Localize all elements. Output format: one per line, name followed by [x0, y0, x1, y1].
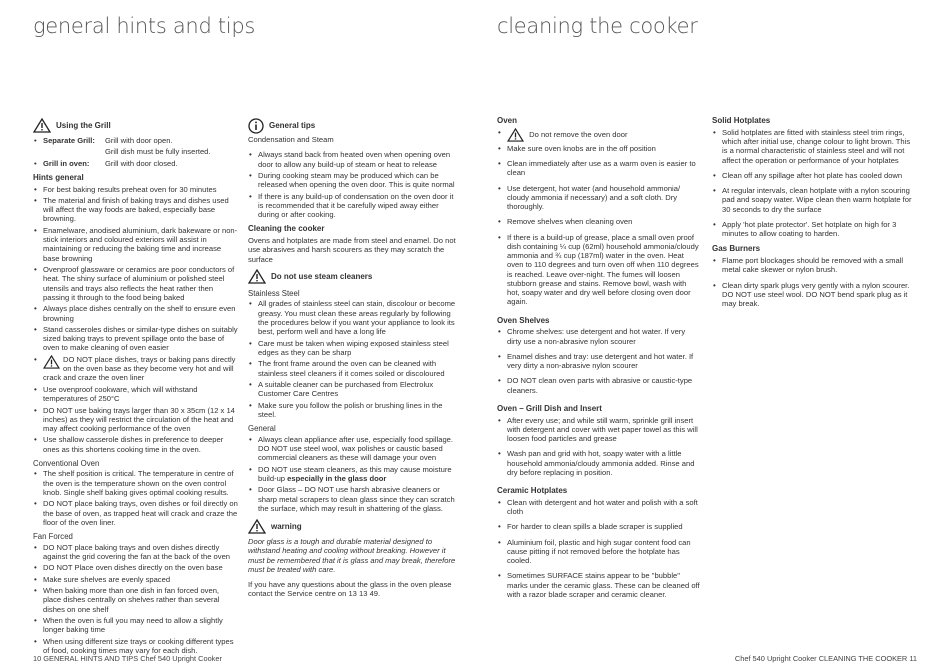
fan-list [33, 543, 238, 656]
list-item: • Use detergent, hot water (and household ammonia/ cloudy ammonia if necessary) and a soft cloth. Dry thoroughly. [497, 184, 701, 212]
general-tips-heading [248, 118, 456, 134]
solid-hotplates-heading: Solid Hotplates [712, 116, 771, 125]
column-hotplates [712, 116, 917, 310]
contact-text: If you have any questions about the glass in the oven please contact the Service centre on 13 13 49. [248, 580, 452, 599]
list-item: • Door Glass – DO NOT use harsh abrasive cleaners or sharp metal scrapers to clean glass since they can scratch the surface, which may result in shattering of the glass. [248, 485, 456, 513]
page-title-right: cleaning the cooker [497, 14, 698, 38]
list-item-steam [248, 465, 456, 484]
footer-right: Chef 540 Upright Cooker CLEANING THE COOKER 11 [734, 653, 917, 663]
list-item: • For harder to clean spills a blade scraper is supplied [497, 522, 701, 531]
list-item: • For best baking results preheat oven for 30 minutes [33, 185, 238, 194]
list-item: • At regular intervals, clean hotplate with a nylon scouring pad and soapy water. Wipe clean then warm hotplate for 30 seconds to dry the surface [712, 186, 917, 214]
conventional-list [33, 469, 238, 527]
grill-in-oven-text: Grill with door closed. [105, 158, 178, 168]
list-item: • During cooking steam may be produced which can be released when opening the oven door. This is quite normal [248, 171, 456, 190]
warning-text: Door glass is a tough and durable material designed to withstand heating and cooling without breaking. However it must be remembered that it is glass and may break, therefore must be treated with care. [248, 537, 456, 574]
list-item: • Use shallow casserole dishes in preference to deeper ones as this shortens cooking time in the oven. [33, 435, 238, 454]
list-item: • After every use; and while still warm, sprinkle grill insert with detergent and cover with wet paper towel as this will loosen food particles and grease [497, 416, 701, 444]
list-item: • Apply 'hot plate protector'. Set hotplate on high for 3 minutes to allow coating to harden. [712, 220, 917, 239]
list-item: • Use ovenproof cookware, which will withstand temperatures of 250°C [33, 385, 238, 404]
grill-in-oven-label: • Grill in oven: [43, 158, 90, 168]
list-item: • When using different size trays or cooking different types of food, cooking times may vary for each dish. [33, 637, 238, 656]
cleaning-heading: Cleaning the cooker [248, 224, 325, 234]
condensation-list [248, 150, 456, 219]
hints-general-heading: Hints general [33, 172, 84, 182]
column-oven [497, 116, 701, 601]
list-item: • Clean with detergent and hot water and polish with a soft cloth [497, 498, 701, 517]
hints-list [33, 185, 238, 454]
cleaning-text: Ovens and hotplates are made from steel and enamel. Do not use abrasives and harsh scourers as they may scratch the surface [248, 236, 456, 264]
list-item: • Enamelware, anodised aluminium, dark bakeware or non-stick interiors and coloured exteriors will assist in maintaining or reducing the baking time and increase base browning [33, 226, 238, 263]
no-steam-label: Do not use steam cleaners [271, 271, 373, 281]
fan-forced-heading: Fan Forced [33, 532, 73, 542]
warning-icon [248, 519, 266, 534]
separate-grill-text2: Grill dish must be fully inserted. [105, 147, 211, 157]
no-steam-heading [248, 269, 456, 284]
list-item-warning [33, 355, 238, 383]
ceramic-list [497, 498, 701, 599]
general-tips-label: General tips [269, 121, 316, 131]
list-item: • Make sure you follow the polish or brushing lines in the steel. [248, 401, 456, 420]
list-item: • Make sure shelves are evenly spaced [33, 575, 238, 584]
warning-item-text: DO NOT place dishes, trays or baking pans directly on the oven base as they become very hot and will crack and craze the oven liner [43, 354, 236, 383]
list-item: • Stand casseroles dishes or similar-type dishes on suitably sized baking trays to prevent spillage onto the base of oven to make cleaning of oven easier [33, 325, 238, 353]
stainless-heading: Stainless Steel [248, 288, 300, 298]
general-list [248, 435, 456, 513]
list-item: • Always clean appliance after use, especially food spillage. DO NOT use steel wool, wax polishes or caustic based commercial cleaners as these will damage your oven [248, 435, 456, 463]
info-icon [248, 118, 264, 134]
gas-burners-heading: Gas Burners [712, 244, 761, 254]
oven-warning-text: Do not remove the oven door [529, 129, 628, 139]
list-item: • The shelf position is critical. The temperature in centre of the oven is the temperature shown on the oven control knob. Single shelf baking gives optimal cooking results. [33, 469, 238, 497]
gas-list [712, 256, 917, 308]
list-item: • Flame port blockages should be removed with a small metal cake skewer or nylon brush. [712, 256, 917, 275]
using-grill-heading [33, 118, 238, 133]
list-item: • The front frame around the oven can be cleaned with stainless steel cleaners if it comes soiled or discoloured [248, 359, 456, 378]
warning-label: warning [271, 521, 302, 531]
solid-list [712, 128, 917, 239]
list-item: • If there is a build-up of grease, place a small oven proof dish containing ¼ cup (62ml) household ammonia/cloudy ammonia and ¾ cup (187ml) water in the oven. Heat oven to 110 degrees and turn oven off when 110 degrees is reached. Leave over-night. The fumes will loosen stubborn grease and stains. Remove bowl, wash with hot, soapy water and dry well before closing oven door again. [497, 233, 701, 307]
list-item: • Ovenproof glassware or ceramics are poor conductors of heat. The shiny surface of aluminium or polished steel utensils and trays also reflects the heat rather then passing it through to the food being baked [33, 265, 238, 302]
list-item: • Solid hotplates are fitted with stainless steel trim rings, which after initial use, change colour to light brown. This is a normal characteristic of stainless steel and will not affect the operation or performance of your hotplates [712, 128, 917, 165]
list-item: • If there is any build-up of condensation on the oven door it is recommended that it be carefully wiped away either during or after cooking. [248, 192, 456, 220]
separate-grill-label: • Separate Grill: [43, 136, 95, 145]
list-item: • When the oven is full you may need to allow a slightly longer baking time [33, 616, 238, 635]
separate-grill-text: Grill with door open. [105, 136, 173, 145]
column-hints [33, 116, 238, 658]
ceramic-heading: Ceramic Hotplates [497, 486, 568, 496]
page-title-left: general hints and tips [33, 14, 255, 38]
list-item-warning [497, 128, 701, 142]
grill-dish-list [497, 416, 701, 478]
list-item: • DO NOT clean oven parts with abrasive or caustic-type cleaners. [497, 376, 701, 395]
list-item: • Always place dishes centrally on the shelf to ensure even browning [33, 304, 238, 323]
steam-text-bold: especially in the glass door [287, 473, 387, 483]
shelves-list [497, 327, 701, 395]
list-item: • All grades of stainless steel can stain, discolour or become greasy. You must clean these areas regularly by following the procedures below if you want your appliance to look its best, perform well and have a long life [248, 299, 456, 336]
list-item: • Clean off any spillage after hot plate has cooled down [712, 171, 917, 180]
footer-left: 10 GENERAL HINTS AND TIPS Chef 540 Upright Cooker [33, 653, 222, 663]
warning-icon [33, 118, 51, 133]
warning-heading [248, 519, 456, 534]
warning-icon [43, 355, 60, 369]
list-item: • DO NOT Place oven dishes directly on the oven base [33, 563, 238, 572]
list-item: • Chrome shelves: use detergent and hot water. If very dirty use a non-abrasive nylon scourer [497, 327, 701, 346]
general-heading: General [248, 424, 276, 434]
list-item: • Clean immediately after use as a warm oven is easier to clean [497, 159, 701, 178]
list-item: • The material and finish of baking trays and dishes used will affect the way foods are baked, especially base browning. [33, 196, 238, 224]
list-item: • Remove shelves when cleaning oven [497, 217, 701, 226]
separate-grill-row [33, 136, 238, 145]
list-item: • Care must be taken when wiping exposed stainless steel edges as they can be sharp [248, 339, 456, 358]
list-item: • Enamel dishes and tray: use detergent and hot water. If very dirty a non-abrasive nylon scourer [497, 352, 701, 371]
column-general-tips [248, 116, 456, 601]
grill-dish-heading: Oven – Grill Dish and Insert [497, 403, 602, 413]
condensation-heading: Condensation and Steam [248, 135, 334, 144]
list-item: • Wash pan and grid with hot, soapy water with a little household ammonia/cloudy ammonia added. Rinse and dry before replacing in position. [497, 449, 701, 477]
list-item: • Clean dirty spark plugs very gently with a nylon scourer. DO NOT use steel wool. DO NOT bend spark plug as it may break. [712, 281, 917, 309]
using-grill-label: Using the Grill [56, 120, 111, 130]
steam-text: DO NOT use steam cleaners, as this may cause moisture build-up [258, 464, 452, 483]
list-item: • Sometimes SURFACE stains appear to be "bubble" marks under the ceramic glass. These can be cleaned off with a razor blade scraper and ceramic cleaner. [497, 571, 701, 599]
list-item: • Always stand back from heated oven when opening oven door to allow any build-up of steam or heat to release [248, 150, 456, 169]
shelves-heading: Oven Shelves [497, 315, 550, 325]
grill-in-oven-row [33, 159, 238, 168]
warning-icon [248, 269, 266, 284]
oven-list [497, 128, 701, 307]
list-item: • When baking more than one dish in fan forced oven, place dishes centrally on shelves rather than several dishes on one shelf [33, 586, 238, 614]
warning-icon [507, 128, 524, 142]
list-item: • DO NOT use baking trays larger than 30 x 35cm (12 x 14 inches) as they will restrict the circulation of the heat and may affect cooking performance of the oven [33, 406, 238, 434]
list-item: • DO NOT place baking trays and oven dishes directly against the grid covering the fan at the back of the oven [33, 543, 238, 562]
list-item: • A suitable cleaner can be purchased from Electrolux Customer Care Centres [248, 380, 456, 399]
oven-heading: Oven [497, 116, 518, 125]
list-item: • Make sure oven knobs are in the off position [497, 144, 701, 153]
conventional-oven-heading: Conventional Oven [33, 458, 100, 468]
stainless-list [248, 299, 456, 419]
list-item: • Aluminium foil, plastic and high sugar content food can cause pitting if not removed before the hotplate has cooled. [497, 538, 701, 566]
list-item: • DO NOT place baking trays, oven dishes or foil directly on the base of oven, as trapped heat will crack and craze the floor of the oven liner. [33, 499, 238, 527]
